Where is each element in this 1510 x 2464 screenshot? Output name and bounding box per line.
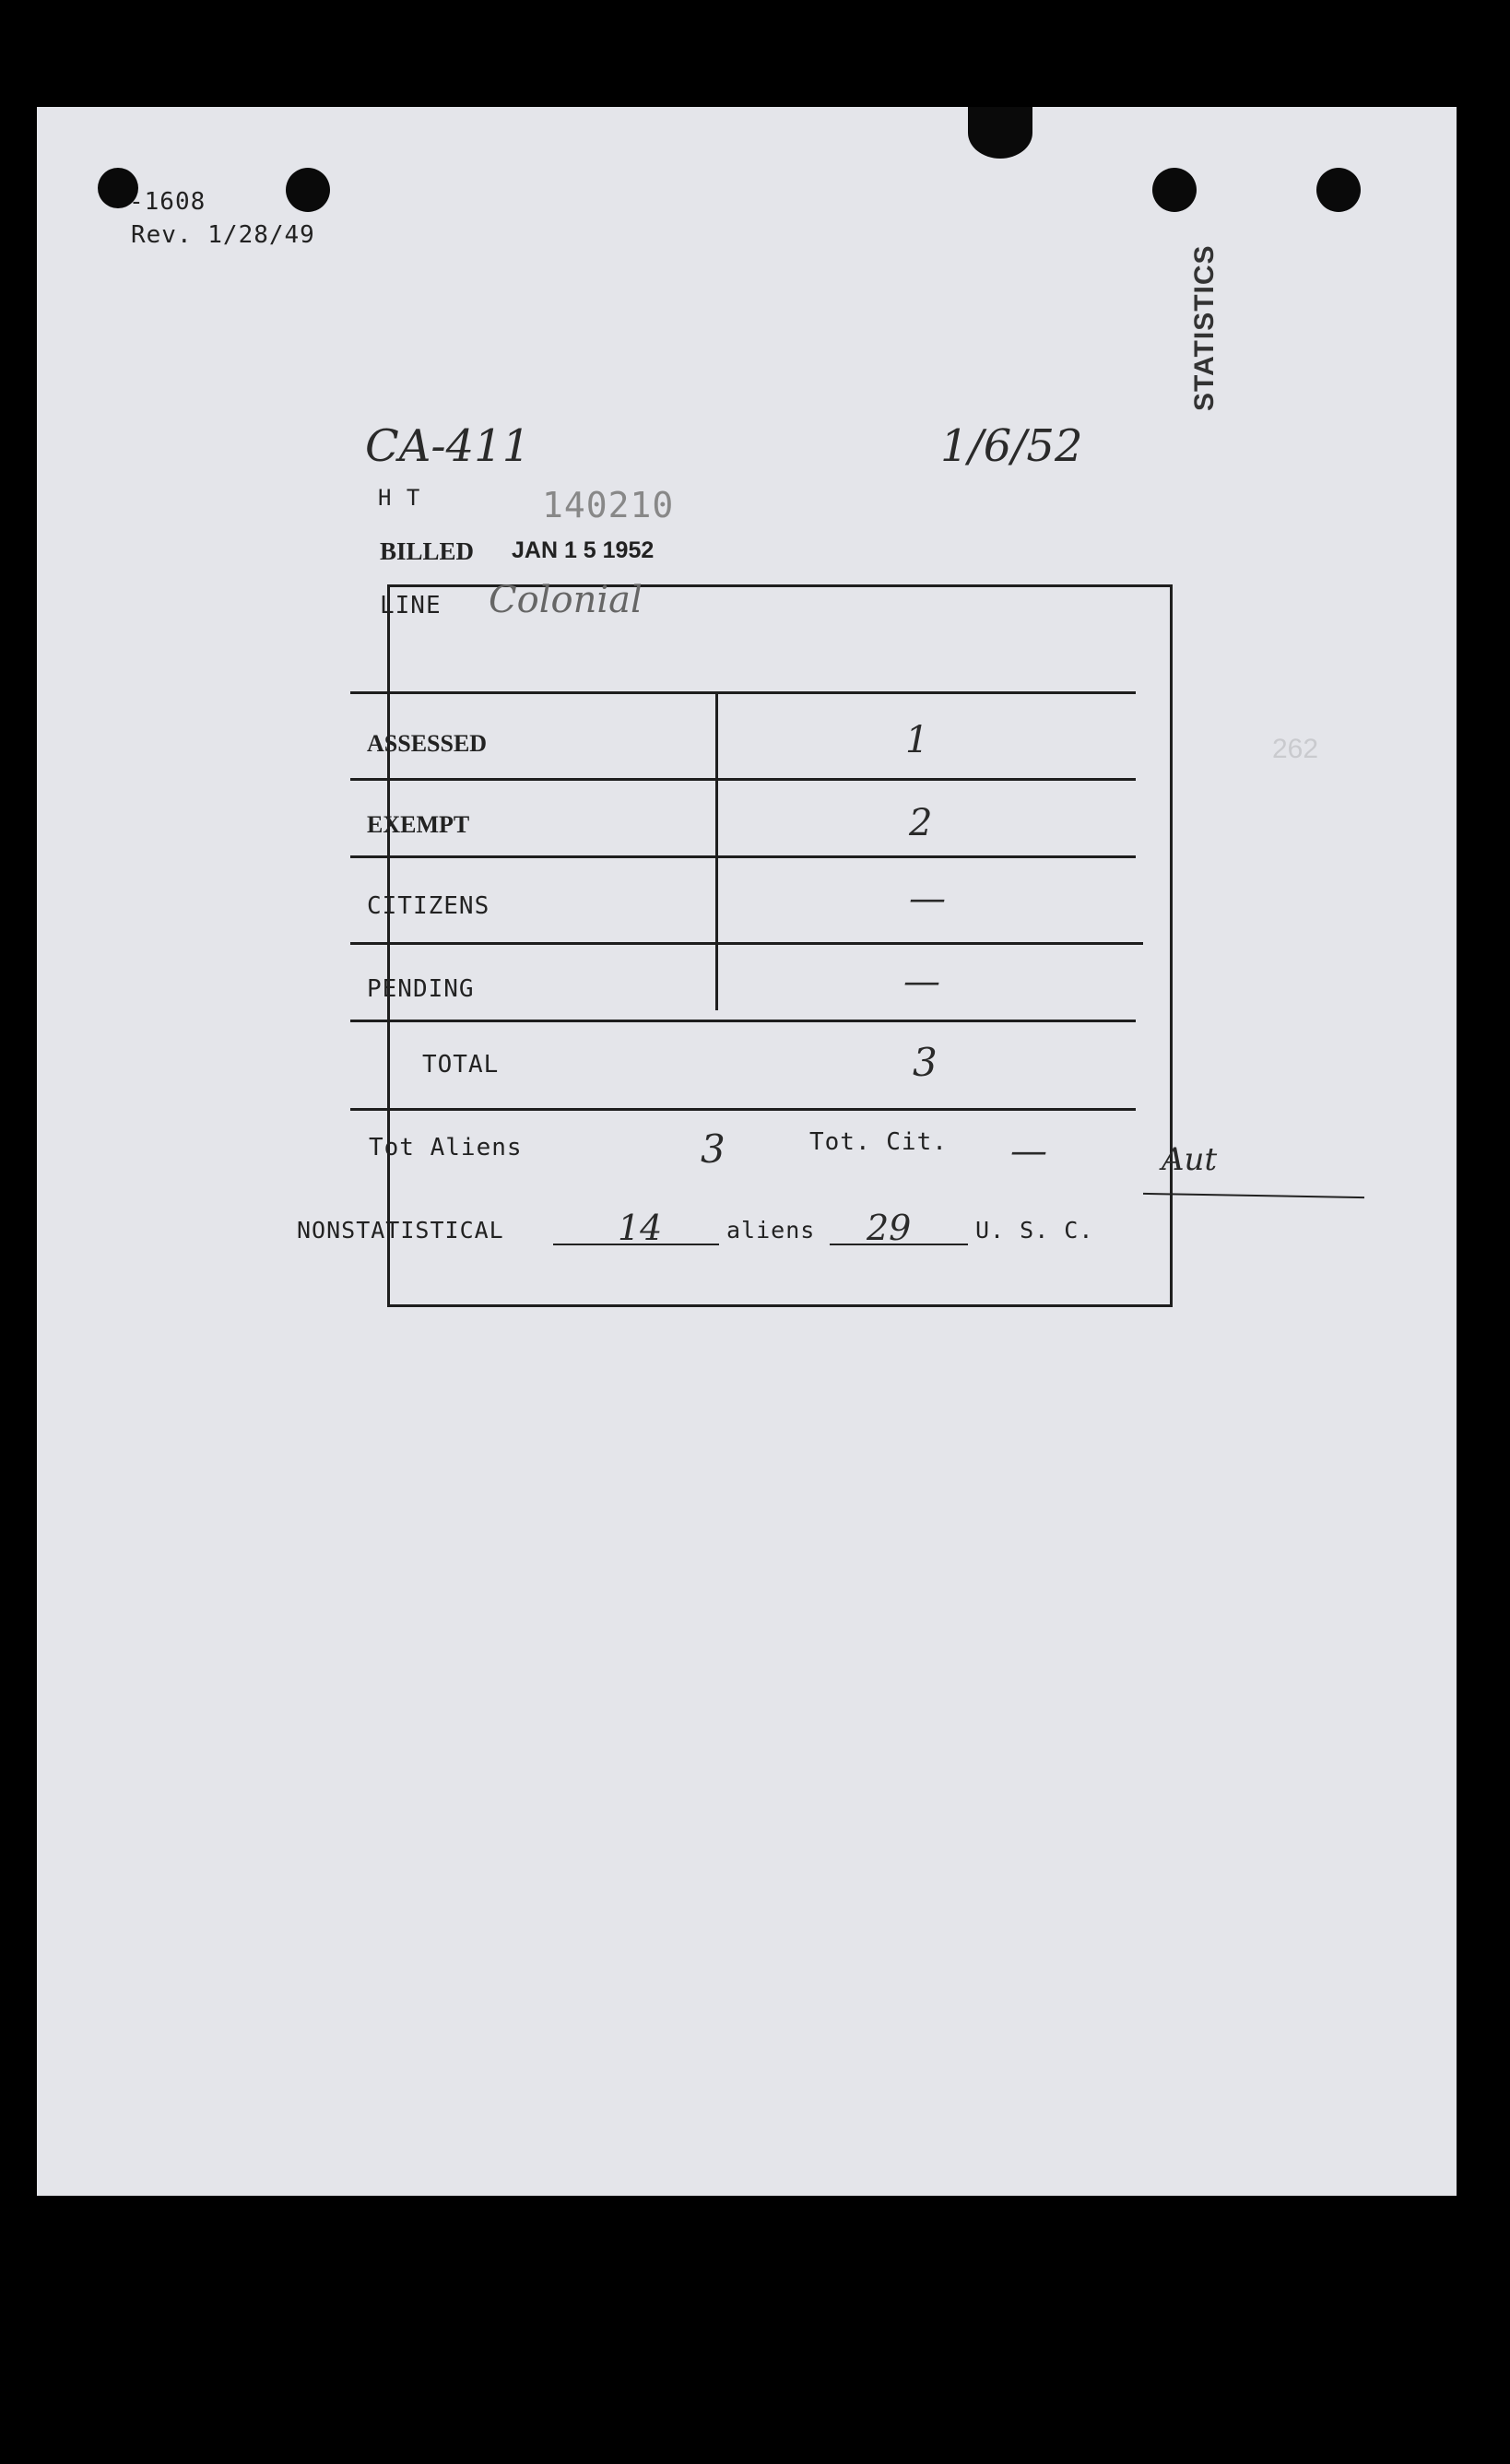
tot-cit-label: Tot. Cit. xyxy=(809,1128,948,1156)
table-line xyxy=(350,691,1136,694)
billed-label: BILLED xyxy=(380,537,475,565)
form-number: -1608 xyxy=(129,188,206,216)
table-column-divider xyxy=(715,693,718,1010)
table-line xyxy=(350,778,1136,781)
form-revision: Rev. 1/28/49 xyxy=(131,221,315,249)
citizens-value: — xyxy=(909,878,946,920)
nonstat-usc-label: U. S. C. xyxy=(975,1217,1094,1244)
signature-underline xyxy=(1143,1193,1364,1198)
exempt-value: 2 xyxy=(909,802,933,844)
tot-aliens-label: Tot Aliens xyxy=(369,1134,523,1161)
document-page xyxy=(37,107,1457,2196)
citizens-label: CITIZENS xyxy=(367,892,490,920)
nonstat-aliens-label: aliens xyxy=(726,1217,816,1244)
table-line xyxy=(350,1108,1136,1111)
assessed-label: ASSESSED xyxy=(367,730,488,757)
ht-label: H T xyxy=(378,485,421,511)
exempt-label: EXEMPT xyxy=(367,811,470,838)
line-label: LINE xyxy=(380,592,442,619)
statistics-stamp: STATISTICS xyxy=(1189,244,1220,411)
line-value: Colonial xyxy=(489,579,643,621)
pending-value: — xyxy=(903,961,940,1003)
table-line xyxy=(350,942,1143,945)
header-date: 1/6/52 xyxy=(940,420,1083,472)
table-line xyxy=(350,1020,1136,1022)
billed-date-stamp: JAN 1 5 1952 xyxy=(512,537,655,563)
case-code: CA-411 xyxy=(365,420,531,472)
total-label: TOTAL xyxy=(422,1051,500,1079)
punch-hole-right-1 xyxy=(1152,168,1197,212)
nonstat-aliens-value: 14 xyxy=(618,1208,663,1248)
punch-hole-right-2 xyxy=(1316,168,1361,212)
assessed-value: 1 xyxy=(905,719,929,761)
total-value: 3 xyxy=(913,1040,938,1085)
nonstatistical-label: NONSTATISTICAL xyxy=(297,1217,504,1244)
punch-hole-left xyxy=(286,168,330,212)
tot-cit-value: — xyxy=(1010,1130,1047,1173)
pending-label: PENDING xyxy=(367,975,475,1003)
ht-value: 140210 xyxy=(542,485,675,525)
ink-blot-top xyxy=(968,107,1032,159)
initials-signature: Aut xyxy=(1162,1141,1218,1178)
tot-aliens-value: 3 xyxy=(701,1126,726,1172)
faint-page-number: 262 xyxy=(1272,734,1319,764)
nonstat-usc-value: 29 xyxy=(867,1208,912,1248)
table-line xyxy=(350,855,1136,858)
